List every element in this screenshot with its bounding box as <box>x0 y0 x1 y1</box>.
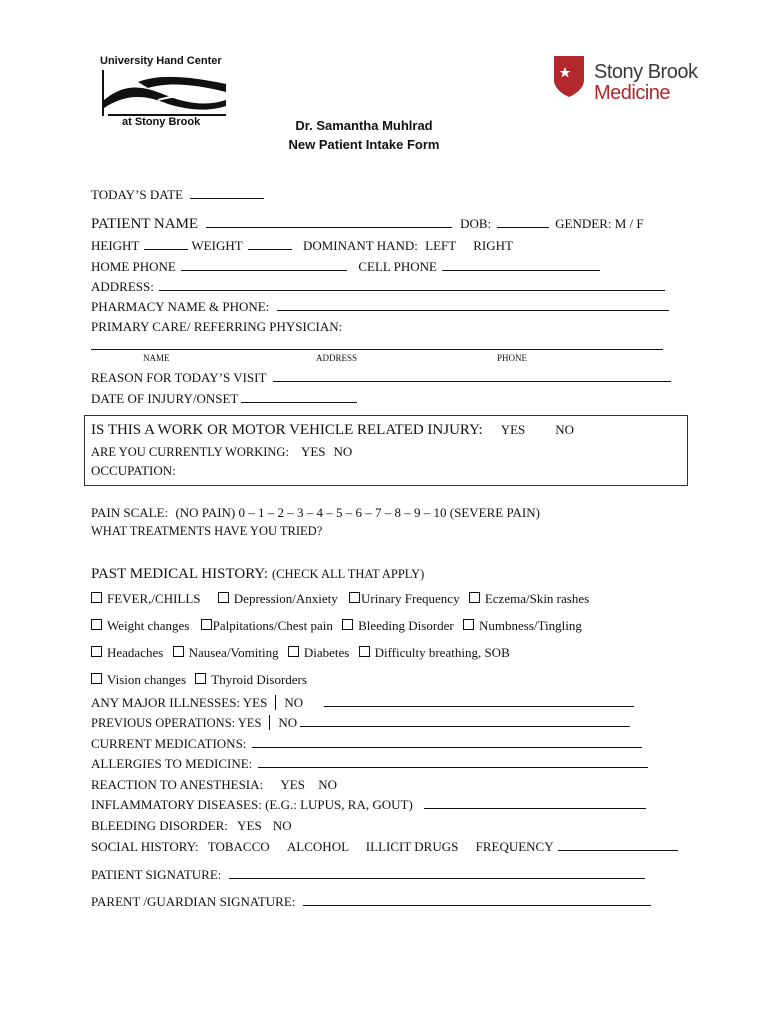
previous-operations-no[interactable]: NO <box>278 715 298 730</box>
allergies-label: ALLERGIES TO MEDICINE: <box>91 756 253 771</box>
shield-icon <box>552 54 586 98</box>
current-medications-label: CURRENT MEDICATIONS: <box>91 736 247 751</box>
primary-care-address-caption: ADDRESS <box>316 353 358 363</box>
social-tobacco[interactable]: TOBACCO <box>207 839 270 854</box>
history-row-3 <box>91 645 510 661</box>
height-label: HEIGHT <box>91 238 140 253</box>
pharmacy-row <box>91 299 669 315</box>
checkbox-nausea[interactable]: Nausea/Vomiting <box>173 645 279 660</box>
patient-signature-label: PATIENT SIGNATURE: <box>91 867 222 882</box>
address-field[interactable] <box>159 279 665 291</box>
patient-signature-row <box>91 867 645 883</box>
inflammatory-field[interactable] <box>424 797 646 809</box>
university-hand-center-logo <box>96 52 236 132</box>
major-illnesses-row <box>91 695 634 711</box>
patient-name-row <box>91 215 644 233</box>
currently-working-yes[interactable]: YES <box>300 444 326 459</box>
address-label: ADDRESS: <box>91 279 154 294</box>
checkbox-eczema[interactable]: Eczema/Skin rashes <box>469 591 589 606</box>
social-frequency-label: FREQUENCY <box>475 839 554 854</box>
logo-stony-brook: Stony Brook <box>594 61 698 83</box>
history-row-1 <box>91 591 589 607</box>
phone-row <box>91 259 600 275</box>
home-phone-field[interactable] <box>181 259 347 271</box>
doctor-name: Dr. Samantha Muhlrad <box>295 118 433 133</box>
pain-scale-values[interactable]: (NO PAIN) 0 – 1 – 2 – 3 – 4 – 5 – 6 – 7 – 8 – 9 – 10 (SEVERE PAIN) <box>175 505 540 520</box>
allergies-field[interactable] <box>258 756 648 768</box>
weight-label: WEIGHT <box>191 238 243 253</box>
bleeding-disorder-no[interactable]: NO <box>272 818 292 833</box>
social-illicit-drugs[interactable]: ILLICIT DRUGS <box>365 839 459 854</box>
social-frequency-field[interactable] <box>558 839 678 851</box>
todays-date-field[interactable] <box>190 187 264 199</box>
occupation-label: OCCUPATION: <box>91 463 176 478</box>
anesthesia-row <box>91 777 337 793</box>
cell-phone-label: CELL PHONE <box>358 259 437 274</box>
weight-field[interactable] <box>248 238 292 250</box>
past-medical-history-heading <box>91 565 424 583</box>
checkbox-bleeding[interactable]: Bleeding Disorder <box>342 618 454 633</box>
history-row-4 <box>91 672 307 688</box>
major-illnesses-field[interactable] <box>324 695 634 707</box>
checkbox-urinary[interactable]: Urinary Frequency <box>349 591 460 606</box>
dominant-hand-label: DOMINANT HAND: <box>302 238 418 253</box>
bleeding-disorder-label: BLEEDING DISORDER: <box>91 818 228 833</box>
anesthesia-no[interactable]: NO <box>318 777 337 792</box>
patient-name-field[interactable] <box>206 216 452 228</box>
date-injury-field[interactable] <box>241 391 357 403</box>
checkbox-fever[interactable]: FEVER,/CHILLS <box>91 591 201 606</box>
checkbox-thyroid[interactable]: Thyroid Disorders <box>195 672 307 687</box>
work-injury-row <box>91 421 574 439</box>
checkbox-weight-changes[interactable]: Weight changes <box>91 618 189 633</box>
date-injury-row <box>91 391 357 407</box>
social-history-label: SOCIAL HISTORY: <box>91 839 199 854</box>
inflammatory-row <box>91 797 646 813</box>
height-field[interactable] <box>144 238 188 250</box>
todays-date-row <box>91 187 264 203</box>
todays-date-label: TODAY’S DATE <box>91 187 184 202</box>
pharmacy-label: PHARMACY NAME & PHONE: <box>91 299 270 314</box>
pain-scale-label: PAIN SCALE: <box>91 505 169 520</box>
primary-care-label: PRIMARY CARE/ REFERRING PHYSICIAN: <box>91 319 343 334</box>
major-illnesses-label: ANY MAJOR ILLNESSES: YES <box>91 695 268 710</box>
reason-field[interactable] <box>273 370 671 382</box>
date-injury-label: DATE OF INJURY/ONSET <box>91 391 239 406</box>
cell-phone-field[interactable] <box>442 259 600 271</box>
allergies-row <box>91 756 648 772</box>
bleeding-disorder-yes[interactable]: YES <box>237 818 262 833</box>
anesthesia-yes[interactable]: YES <box>280 777 305 792</box>
current-medications-row <box>91 736 642 752</box>
guardian-signature-label: PARENT /GUARDIAN SIGNATURE: <box>91 894 296 909</box>
primary-care-phone-caption: PHONE <box>497 353 528 363</box>
checkbox-numbness[interactable]: Numbness/Tingling <box>463 618 582 633</box>
guardian-signature-field[interactable] <box>303 894 651 906</box>
work-injury-yes[interactable]: YES <box>500 422 526 437</box>
work-injury-no[interactable]: NO <box>555 422 575 437</box>
reason-label: REASON FOR TODAY’S VISIT <box>91 370 267 385</box>
home-phone-label: HOME PHONE <box>91 259 176 274</box>
history-subtitle: (CHECK ALL THAT APPLY) <box>272 567 425 581</box>
patient-signature-field[interactable] <box>229 867 645 879</box>
logo-medicine: Medicine <box>594 82 671 104</box>
anesthesia-label: REACTION TO ANESTHESIA: <box>91 777 264 792</box>
bleeding-disorder-row <box>91 818 292 834</box>
patient-name-label: PATIENT NAME <box>91 216 199 232</box>
pharmacy-field[interactable] <box>277 299 669 311</box>
primary-care-field[interactable] <box>91 349 663 350</box>
address-row <box>91 279 665 295</box>
work-injury-question: IS THIS A WORK OR MOTOR VEHICLE RELATED INJURY: <box>91 422 483 438</box>
inflammatory-label: INFLAMMATORY DISEASES: (E.G.: LUPUS, RA, GOUT) <box>91 797 413 812</box>
history-row-2 <box>91 618 582 634</box>
stony-brook-medicine-logo <box>550 52 710 108</box>
current-medications-field[interactable] <box>252 736 642 748</box>
pain-scale-row <box>91 505 540 521</box>
major-illnesses-no[interactable]: NO <box>284 695 304 710</box>
dob-label: DOB: <box>460 216 492 231</box>
checkbox-palpitations[interactable]: Palpitations/Chest pain <box>201 618 333 633</box>
logo-title: University Hand Center <box>100 55 222 67</box>
treatments-question: WHAT TREATMENTS HAVE YOU TRIED? <box>91 524 323 538</box>
currently-working-row <box>91 443 352 461</box>
dob-field[interactable] <box>497 216 549 228</box>
currently-working-question: ARE YOU CURRENTLY WORKING: <box>91 445 289 459</box>
previous-operations-label: PREVIOUS OPERATIONS: YES <box>91 716 262 730</box>
reason-row <box>91 370 671 386</box>
form-title: New Patient Intake Form <box>288 137 440 152</box>
checkbox-vision[interactable]: Vision changes <box>91 672 186 687</box>
previous-operations-row <box>91 715 630 731</box>
currently-working-no[interactable]: NO <box>333 444 353 459</box>
hand-logo-graphic <box>98 70 230 118</box>
checkbox-depression[interactable]: Depression/Anxiety <box>218 591 338 606</box>
social-alcohol[interactable]: ALCOHOL <box>286 839 349 854</box>
hand-left-option[interactable]: LEFT <box>425 238 456 253</box>
gender-label: GENDER: M / F <box>555 216 644 231</box>
hand-right-option[interactable]: RIGHT <box>473 238 513 253</box>
social-history-row <box>91 839 678 855</box>
primary-care-name-caption: NAME <box>143 353 170 363</box>
guardian-signature-row <box>91 894 651 910</box>
checkbox-diabetes[interactable]: Diabetes <box>288 645 349 660</box>
previous-operations-field[interactable] <box>300 715 630 727</box>
checkbox-headaches[interactable]: Headaches <box>91 645 163 660</box>
history-title: PAST MEDICAL HISTORY: <box>91 566 268 582</box>
checkbox-breathing[interactable]: Difficulty breathing, SOB <box>359 645 510 660</box>
height-weight-row <box>91 238 513 254</box>
logo-subtitle: at Stony Brook <box>122 116 201 128</box>
